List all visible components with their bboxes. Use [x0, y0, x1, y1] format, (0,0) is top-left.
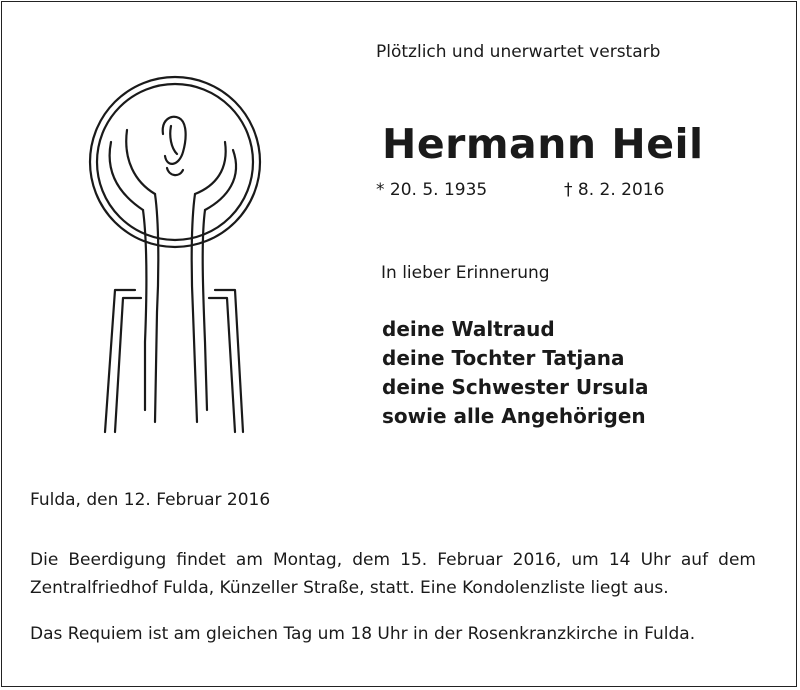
- requiem-details: Das Requiem ist am gleichen Tag um 18 Uhr in der Rosenkranzkirche in Fulda.: [30, 624, 696, 644]
- intro-line: Plötzlich und unerwartet verstarb: [376, 42, 661, 62]
- mourner-item: sowie alle Angehörigen: [382, 404, 646, 428]
- mourners-list: [382, 315, 649, 431]
- resurrection-figure-icon: [75, 72, 275, 434]
- mourner-item: deine Schwester Ursula: [382, 375, 649, 399]
- funeral-details: Die Beerdigung findet am Montag, dem 15. Februar 2016, um 14 Uhr auf dem Zentralfriedhof Fulda, Künzeller Straße, statt. Eine Kondolenzliste liegt aus.: [30, 550, 756, 598]
- place-date: Fulda, den 12. Februar 2016: [30, 490, 271, 510]
- mourner-item: deine Waltraud: [382, 317, 555, 341]
- mourner-item: deine Tochter Tatjana: [382, 346, 625, 370]
- deceased-name: Hermann Heil: [382, 120, 704, 168]
- death-date: † 8. 2. 2016: [564, 180, 665, 200]
- birth-date: * 20. 5. 1935: [376, 180, 488, 200]
- memory-line: In lieber Erinnerung: [381, 263, 550, 283]
